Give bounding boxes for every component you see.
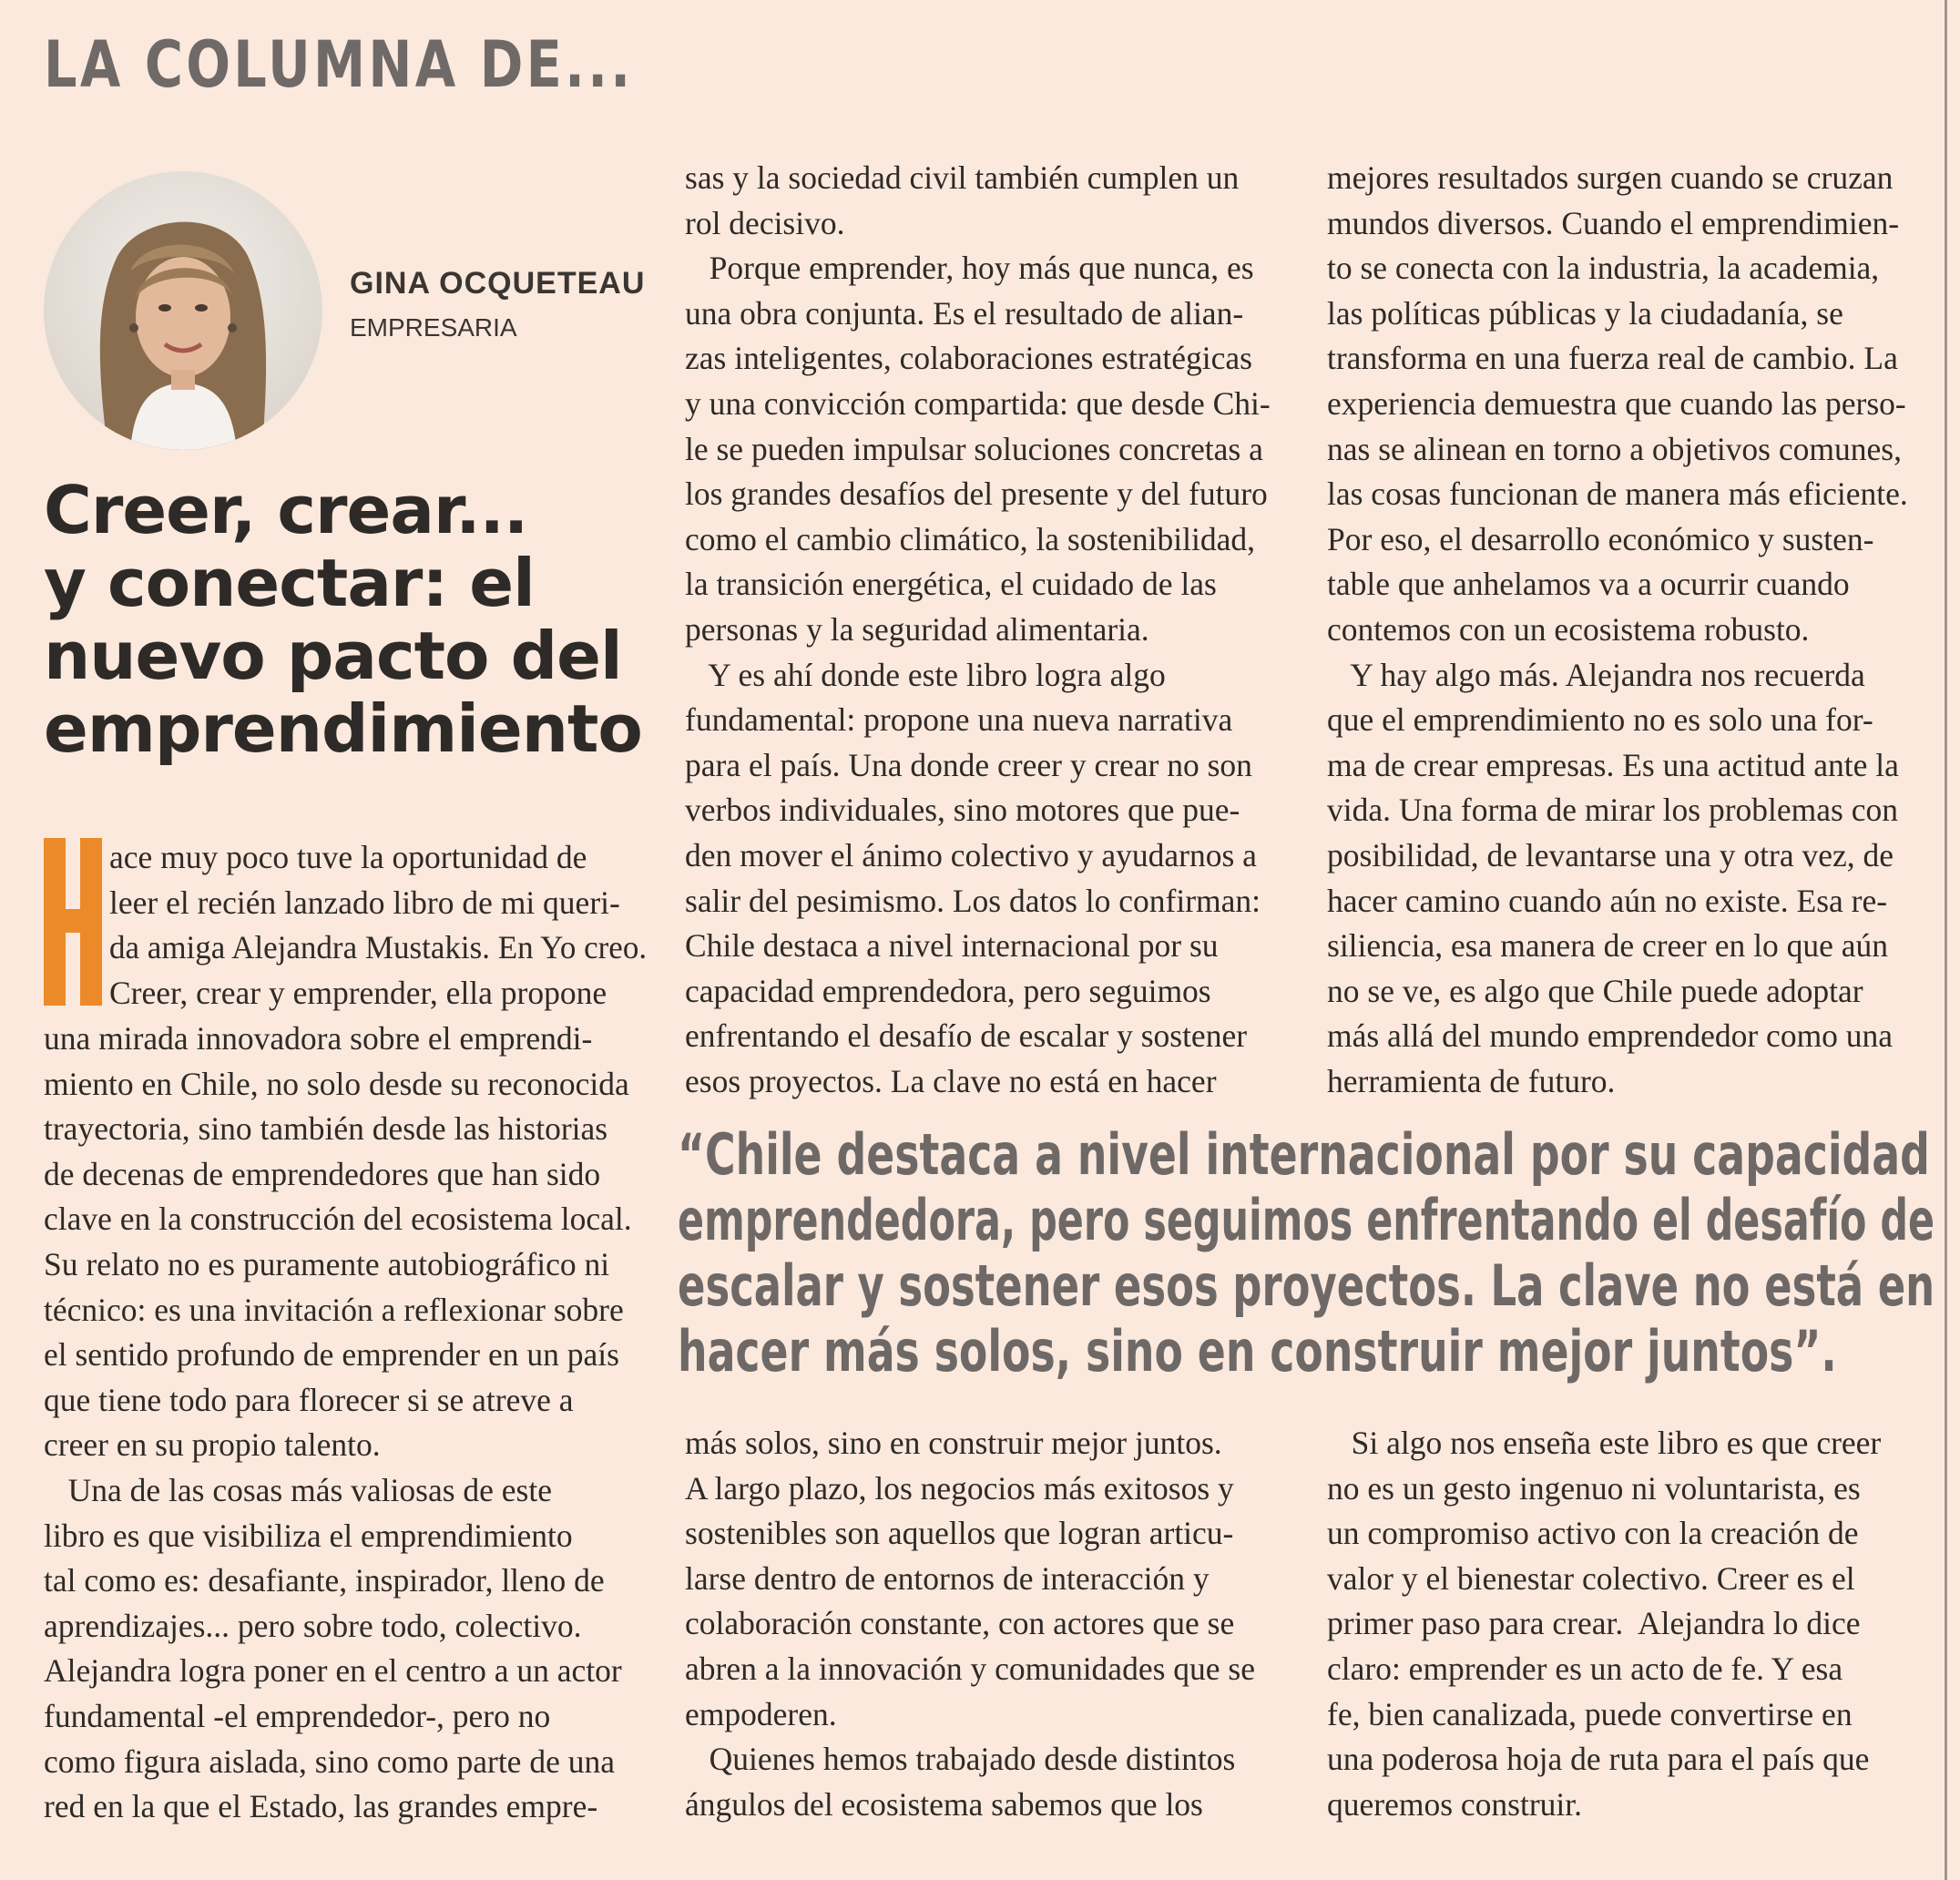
body-line: larse dentro de entornos de interacción y: [685, 1559, 1210, 1597]
body-line: table que anhelamos va a ocurrir cuando: [1327, 566, 1850, 603]
dropcap-h: [44, 838, 102, 1006]
body-line: Por eso, el desarrollo económico y susten-: [1327, 520, 1874, 557]
body-line: hacer camino cuando aún no existe. Esa re-: [1327, 882, 1888, 919]
column-2-bottom: [685, 1421, 1322, 1827]
body-line: Creer, crear y emprender, ella propone: [109, 974, 607, 1011]
body-line: A largo plazo, los negocios más exitosos y: [685, 1469, 1234, 1507]
body-line: Chile destaca a nivel internacional por su: [685, 927, 1219, 965]
body-line: aprendizajes... pero sobre todo, colectivo.: [44, 1607, 582, 1644]
body-line: los grandes desafíos del presente y del futuro: [685, 475, 1268, 513]
body-line: una obra conjunta. Es el resultado de alian-: [685, 294, 1244, 332]
headline-line: emprendimiento: [44, 690, 642, 767]
body-line: fundamental -el emprendedor-, pero no: [44, 1697, 551, 1734]
body-line: Si algo nos enseña este libro es que creer: [1327, 1425, 1882, 1461]
body-line: experiencia demuestra que cuando las perso-: [1327, 384, 1906, 422]
body-line: Y es ahí donde este libro logra algo: [685, 656, 1166, 693]
body-line: sostenibles son aquellos que logran articu-: [685, 1515, 1234, 1552]
body-line: Una de las cosas más valiosas de este: [44, 1471, 552, 1508]
body-line: colaboración constante, con actores que se: [685, 1605, 1235, 1642]
body-line: queremos construir.: [1327, 1785, 1582, 1823]
body-line: enfrentando el desafío de escalar y sostener: [685, 1017, 1248, 1055]
body-line: verbos individuales, sino motores que pue-: [685, 792, 1240, 829]
body-line: herramienta de futuro.: [1327, 1062, 1616, 1099]
headline-line: Creer, crear...: [44, 472, 528, 548]
headline-line: nuevo pacto del: [44, 618, 622, 694]
body-line: que tiene todo para florecer si se atreve a: [44, 1381, 574, 1418]
body-line: no es un gesto ingenuo ni voluntarista, es: [1327, 1469, 1861, 1507]
body-line: vida. Una forma de mirar los problemas con: [1327, 792, 1898, 829]
body-line: las cosas funcionan de manera más eficiente.: [1327, 475, 1908, 513]
body-line: libro es que visibiliza el emprendimiento: [44, 1517, 573, 1554]
column-1-body: [44, 1017, 681, 1830]
pull-quote-line: emprendedora, pero seguimos enfrentando el desafío de: [678, 1187, 1935, 1253]
pull-quote-line: escalar y sostener esos proyectos. La clave no está en: [678, 1252, 1935, 1319]
body-line: tal como es: desafiante, inspirador, lleno de: [44, 1562, 605, 1599]
pull-quote: [678, 1122, 1944, 1384]
body-line: Porque emprender, hoy más que nunca, es: [685, 250, 1254, 287]
column-2-top: [685, 156, 1322, 1104]
pull-quote-line: “Chile destaca a nivel internacional por su capacidad: [678, 1121, 1930, 1188]
body-line: Su relato no es puramente autobiográfico ni: [44, 1245, 610, 1282]
body-line: una mirada innovadora sobre el emprendi-: [44, 1020, 593, 1057]
body-line: más allá del mundo emprendedor como una: [1327, 1017, 1894, 1055]
body-line: técnico: es una invitación a reflexionar sobre: [44, 1291, 624, 1328]
body-line: to se conecta con la industria, la academia,: [1327, 250, 1880, 287]
body-line: Y hay algo más. Alejandra nos recuerda: [1327, 656, 1865, 693]
body-line: Quienes hemos trabajado desde distintos: [685, 1741, 1236, 1778]
body-line: rol decisivo.: [685, 204, 845, 241]
body-line: leer el recién lanzado libro de mi queri-: [109, 884, 620, 921]
body-line: esos proyectos. La clave no está en hacer: [685, 1062, 1217, 1099]
headline-line: y conectar: el: [44, 545, 535, 621]
body-line: miento en Chile, no solo desde su reconocida: [44, 1065, 629, 1102]
body-line: mundos diversos. Cuando el emprendimien-: [1327, 204, 1900, 241]
body-line: zas inteligentes, colaboraciones estratégicas: [685, 340, 1252, 377]
body-line: el sentido profundo de emprender en un país: [44, 1336, 619, 1374]
body-line: para el país. Una donde creer y crear no son: [685, 746, 1252, 783]
body-line: nas se alinean en torno a objetivos comunes,: [1327, 430, 1902, 467]
column-1-intro: [109, 835, 747, 1016]
body-line: las políticas públicas y la ciudadanía, se: [1327, 294, 1843, 332]
body-line: den mover el ánimo colectivo y ayudarnos a: [685, 836, 1257, 874]
column-3-top: [1327, 156, 1960, 1104]
body-line: un compromiso activo con la creación de: [1327, 1515, 1859, 1552]
body-line: no se ve, es algo que Chile puede adoptar: [1327, 972, 1863, 1009]
body-line: ángulos del ecosistema sabemos que los: [685, 1785, 1203, 1823]
author-name: GINA OCQUETEAU: [350, 266, 646, 301]
body-line: salir del pesimismo. Los datos lo confirman:: [685, 882, 1261, 919]
section-label: LA COLUMNA DE...: [44, 27, 634, 102]
body-line: ace muy poco tuve la oportunidad de: [109, 839, 587, 875]
body-line: claro: emprender es un acto de fe. Y esa: [1327, 1650, 1843, 1687]
headline: [44, 474, 645, 765]
body-line: la transición energética, el cuidado de las: [685, 566, 1217, 603]
body-line: sas y la sociedad civil también cumplen un: [685, 159, 1240, 196]
body-line: contemos con un ecosistema robusto.: [1327, 610, 1810, 648]
body-line: red en la que el Estado, las grandes empre-: [44, 1788, 598, 1825]
body-line: empoderen.: [685, 1695, 837, 1732]
body-line: clave en la construcción del ecosistema local.: [44, 1201, 632, 1238]
body-line: ma de crear empresas. Es una actitud ante la: [1327, 746, 1899, 783]
body-line: fe, bien canalizada, puede convertirse en: [1327, 1695, 1853, 1732]
body-line: que el emprendimiento no es solo una for-: [1327, 701, 1873, 739]
body-line: abren a la innovación y comunidades que se: [685, 1650, 1255, 1687]
body-line: primer paso para crear. Alejandra lo dice: [1327, 1605, 1861, 1642]
pull-quote-line: hacer más solos, sino en construir mejor juntos”.: [678, 1318, 1837, 1384]
body-line: trayectoria, sino también desde las historias: [44, 1110, 608, 1148]
author-photo: [44, 171, 322, 450]
body-line: capacidad emprendedora, pero seguimos: [685, 972, 1211, 1009]
body-line: mejores resultados surgen cuando se cruzan: [1327, 159, 1894, 196]
column-3-bottom: [1327, 1421, 1960, 1827]
body-line: posibilidad, de levantarse una y otra vez, de: [1327, 836, 1894, 874]
body-line: y una convicción compartida: que desde Chi-: [685, 384, 1271, 422]
body-line: personas y la seguridad alimentaria.: [685, 610, 1149, 648]
body-line: da amiga Alejandra Mustakis. En Yo creo.: [109, 929, 648, 966]
body-line: siliencia, esa manera de creer en lo que aún: [1327, 927, 1888, 965]
body-line: creer en su propio talento.: [44, 1426, 381, 1464]
body-line: una poderosa hoja de ruta para el país que: [1327, 1741, 1870, 1778]
body-line: más solos, sino en construir mejor juntos.: [685, 1425, 1222, 1461]
body-line: fundamental: propone una nueva narrativa: [685, 701, 1233, 739]
body-line: de decenas de emprendedores que han sido: [44, 1155, 601, 1192]
body-line: como figura aislada, sino como parte de una: [44, 1742, 615, 1780]
body-line: valor y el bienestar colectivo. Creer es el: [1327, 1559, 1855, 1597]
body-line: transforma en una fuerza real de cambio. La: [1327, 340, 1898, 377]
body-line: Alejandra logra poner en el centro a un actor: [44, 1652, 622, 1690]
author-role: EMPRESARIA: [350, 313, 517, 342]
body-line: le se pueden impulsar soluciones concretas a: [685, 430, 1263, 467]
body-line: como el cambio climático, la sostenibilidad,: [685, 520, 1256, 557]
